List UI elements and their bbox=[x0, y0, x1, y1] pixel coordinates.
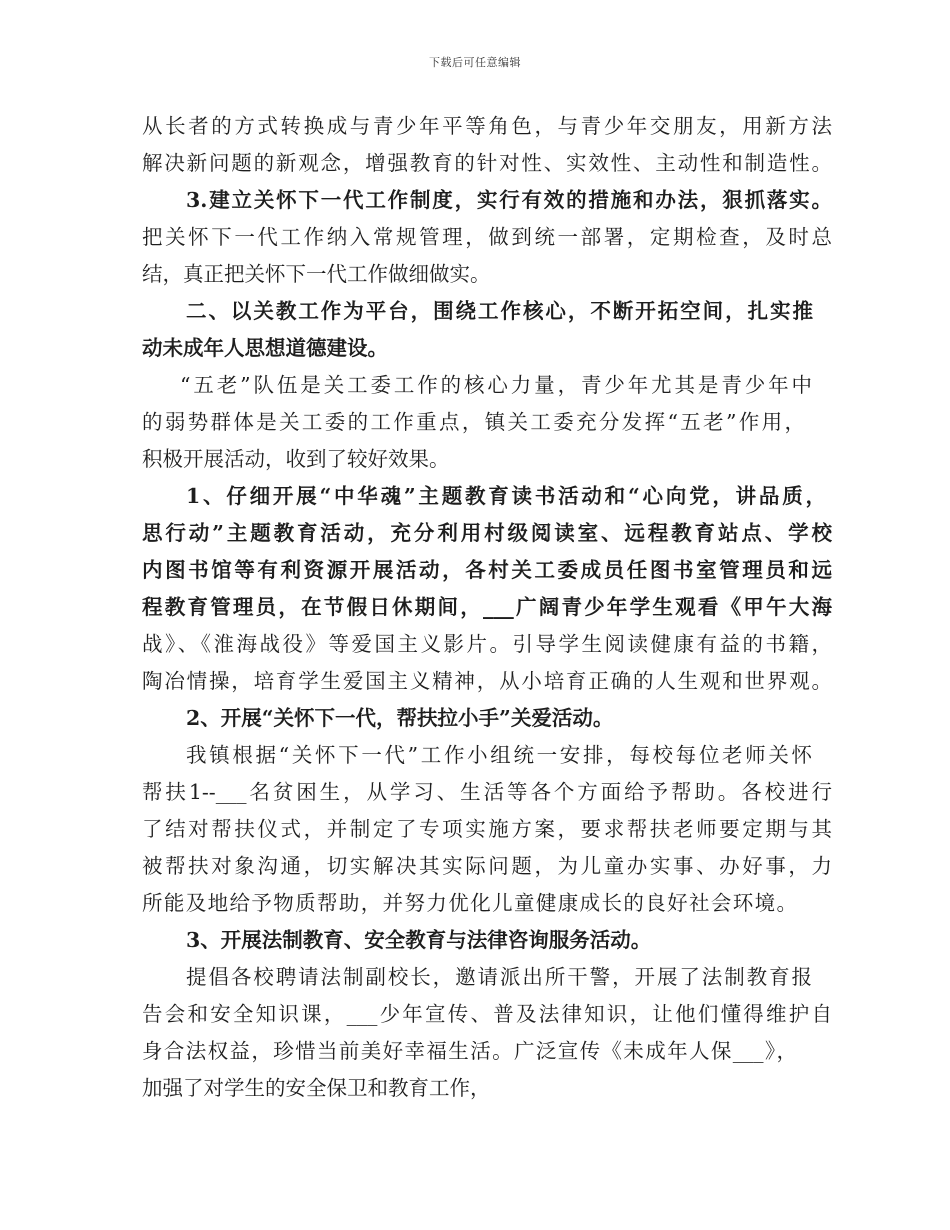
heading-line: 思行动”主题教育活动，充分利用村级阅读室、远程教育站点、学校 bbox=[142, 521, 832, 545]
page-header: 下载后可任意编辑 bbox=[429, 56, 521, 69]
heading-line: 3、开展法制教育、安全教育与法律咨询服务活动。 bbox=[186, 928, 652, 952]
heading-line: 动未成年人思想道德建设。 bbox=[142, 336, 388, 360]
body-line: 的弱势群体是关工委的工作重点，镇关工委充分发挥“五老”作用， bbox=[142, 410, 805, 434]
body-line: 解决新问题的新观念，增强教育的针对性、实效性、主动性和制造性。 bbox=[142, 151, 832, 175]
heading-line: 程教育管理员，在节假日休期间，___广阔青少年学生观看《甲午大海 bbox=[142, 595, 832, 619]
body-line: 陶冶情操，培育学生爱国主义精神，从小培育正确的人生观和世界观。 bbox=[142, 669, 832, 693]
body-line: 加强了对学生的安全保卫和教育工作， bbox=[142, 1076, 491, 1100]
body-line: 提倡各校聘请法制副校长，邀请派出所干警，开展了法制教育报 bbox=[186, 965, 812, 989]
body-line: 战》、《淮海战役》等爱国主义影片。引导学生阅读健康有益的书籍， bbox=[142, 632, 832, 656]
heading-line: 内图书馆等有利资源开展活动，各村关工委成员任图书室管理员和远 bbox=[142, 558, 832, 582]
body-line: 把关怀下一代工作纳入常规管理，做到统一部署，定期检查，及时总 bbox=[142, 225, 832, 249]
heading-line: 1、仔细开展“中华魂”主题教育读书活动和“心向党，讲品质， bbox=[186, 484, 826, 508]
body-line: 身合法权益，珍惜当前美好幸福生活。广泛宣传《未成年人保___》， bbox=[142, 1039, 797, 1063]
body-line: 我镇根据“关怀下一代”工作小组统一安排，每校每位老师关怀 bbox=[186, 743, 812, 767]
body-line: 被帮扶对象沟通，切实解决其实际问题，为儿童办实事、办好事，力 bbox=[142, 854, 832, 878]
heading-line: 2、开展“关怀下一代，帮扶拉小手”关爱活动。 bbox=[186, 706, 614, 730]
body-line: 了结对帮扶仪式，并制定了专项实施方案，要求帮扶老师要定期与其 bbox=[142, 817, 832, 841]
body-line: “五老”队伍是关工委工作的核心力量，青少年尤其是青少年中 bbox=[180, 373, 812, 397]
body-line: 从长者的方式转换成与青少年平等角色，与青少年交朋友，用新方法 bbox=[142, 114, 832, 138]
body-line: 所能及地给予物质帮助，并努力优化儿童健康成长的良好社会环境。 bbox=[142, 891, 797, 915]
body-line: 结，真正把关怀下一代工作做细做实。 bbox=[142, 262, 491, 286]
body-line: 积极开展活动，收到了较好效果。 bbox=[142, 447, 450, 471]
body-line: 告会和安全知识课，___少年宣传、普及法律知识，让他们懂得维护自 bbox=[142, 1002, 832, 1026]
heading-line: 二、以关教工作为平台，围绕工作核心，不断开拓空间，扎实推 bbox=[186, 299, 813, 323]
heading-line: 3.建立关怀下一代工作制度，实行有效的措施和办法，狠抓落实。 bbox=[186, 188, 832, 212]
body-line: 帮扶1--___名贫困生，从学习、生活等各个方面给予帮助。各校进行 bbox=[142, 780, 832, 804]
